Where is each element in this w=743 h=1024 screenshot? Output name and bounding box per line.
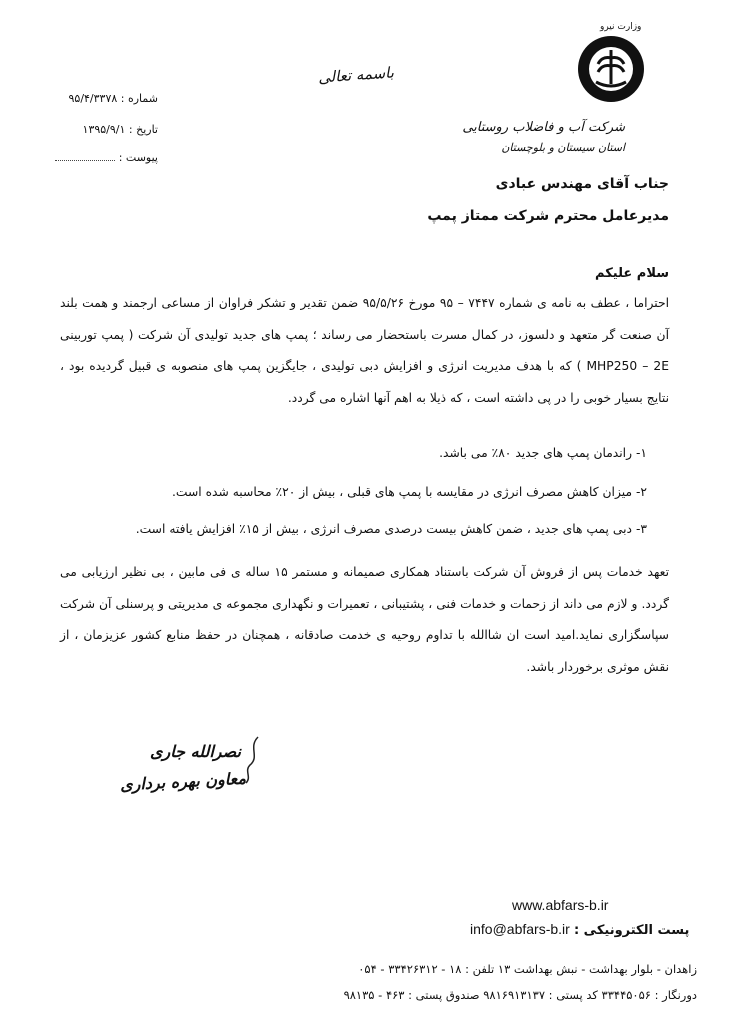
- greeting: سلام علیکم: [595, 266, 669, 281]
- recipient-name: جناب آقای مهندس عبادی: [495, 176, 669, 192]
- attachment-label: پیوست :: [118, 151, 158, 164]
- email-link[interactable]: info@abfars-b.ir: [470, 921, 570, 937]
- footer-address: زاهدان - بلوار بهداشت - نبش بهداشت ۱۳ تلفن : ۱۸ - ۳۳۴۲۶۳۱۲ - ۰۵۴: [358, 962, 697, 976]
- attachment-blank: [55, 150, 115, 161]
- list-item: ۳- دبی پمپ های جدید ، ضمن کاهش بیست درصدی مصرف انرژی ، بیش از ۱۵٪ افزایش یافته است.: [135, 522, 647, 536]
- company-name: [462, 118, 625, 158]
- ministry-label: وزارت نیرو: [600, 22, 642, 32]
- footer-contact: دورنگار : ۳۳۴۴۵۰۵۶ کد پستی : ۹۸۱۶۹۱۳۱۳۷ صندوق پستی : ۴۶۳ - ۹۸۱۳۵: [343, 988, 697, 1002]
- date-label: تاریخ :: [128, 123, 158, 136]
- website-link[interactable]: www.abfars-b.ir: [512, 897, 609, 913]
- number-label: شماره :: [120, 92, 158, 105]
- intro-paragraph: احتراما ، عطف به نامه ی شماره ۷۴۴۷ – ۹۵ مورخ ۹۵/۵/۲۶ ضمن تقدیر و تشکر فراوان از مساعی ارجمند و همت بلند آن صنعت گر متعهد و دلسوز، در کمال مسرت باستحضار می رساند ؛ پمپ های جدید تولیدی آن شرکت ( پمپ توربینی MHP250 – 2E ) که با هدف مدیریت انرژی و افزایش دبی تولیدی ، جایگزین پمپ های منصوبه ی قبیل گردیده بود ، نتایج بسیار خوبی را در پی داشته است ، که ذیلا به اهم آنها اشاره می گردد.: [60, 296, 670, 405]
- number-value: ۹۵/۴/۳۳۷۸: [68, 92, 118, 105]
- company-line-2: استان سیستان و بلوچستان: [501, 141, 625, 154]
- list-item: ۱- راندمان پمپ های جدید ۸۰٪ می باشد.: [439, 446, 647, 460]
- signature-name: نصرالله جاری: [150, 742, 241, 761]
- closing-paragraph: تعهد خدمات پس از فروش آن شرکت باستناد همکاری صمیمانه و مستمر ۱۵ ساله ی فی مابین ، بی نظیر ارزیابی می گردد. و لازم می داند از زحمات و خدمات فنی ، پشتیبانی ، تعمیرات و نگهداری مجموعه ی مدیریتی و پرسنلی آن شرکت سپاسگزاری نماید.امید است ان شاالله با تداوم روحیه ی خدمت صادقانه ، همچنان در حفظ منابع کشور عزیزمان ، از نقش موثری برخوردار باشد.: [60, 565, 669, 674]
- list-item: ۲- میزان کاهش مصرف انرژی در مقایسه با پمپ های قبلی ، بیش از ۲۰٪ محاسبه شده است.: [171, 485, 647, 499]
- bismillah: باسمه تعالی: [317, 63, 395, 87]
- email-label: پست الکترونیکی :: [573, 923, 690, 938]
- email-row: [470, 921, 689, 938]
- signature-title: معاون بهره برداری: [119, 768, 247, 795]
- recipient-title: مدیرعامل محترم شرکت ممتاز پمپ: [427, 208, 669, 224]
- company-logo-icon: [576, 34, 646, 104]
- date-value: ۱۳۹۵/۹/۱: [82, 123, 126, 136]
- company-line-1: شرکت آب و فاضلاب روستایی: [462, 120, 625, 135]
- signature-stroke-icon: [238, 735, 268, 785]
- attachment-field: [38, 150, 158, 164]
- number-field: [38, 92, 158, 105]
- date-field: [38, 123, 158, 136]
